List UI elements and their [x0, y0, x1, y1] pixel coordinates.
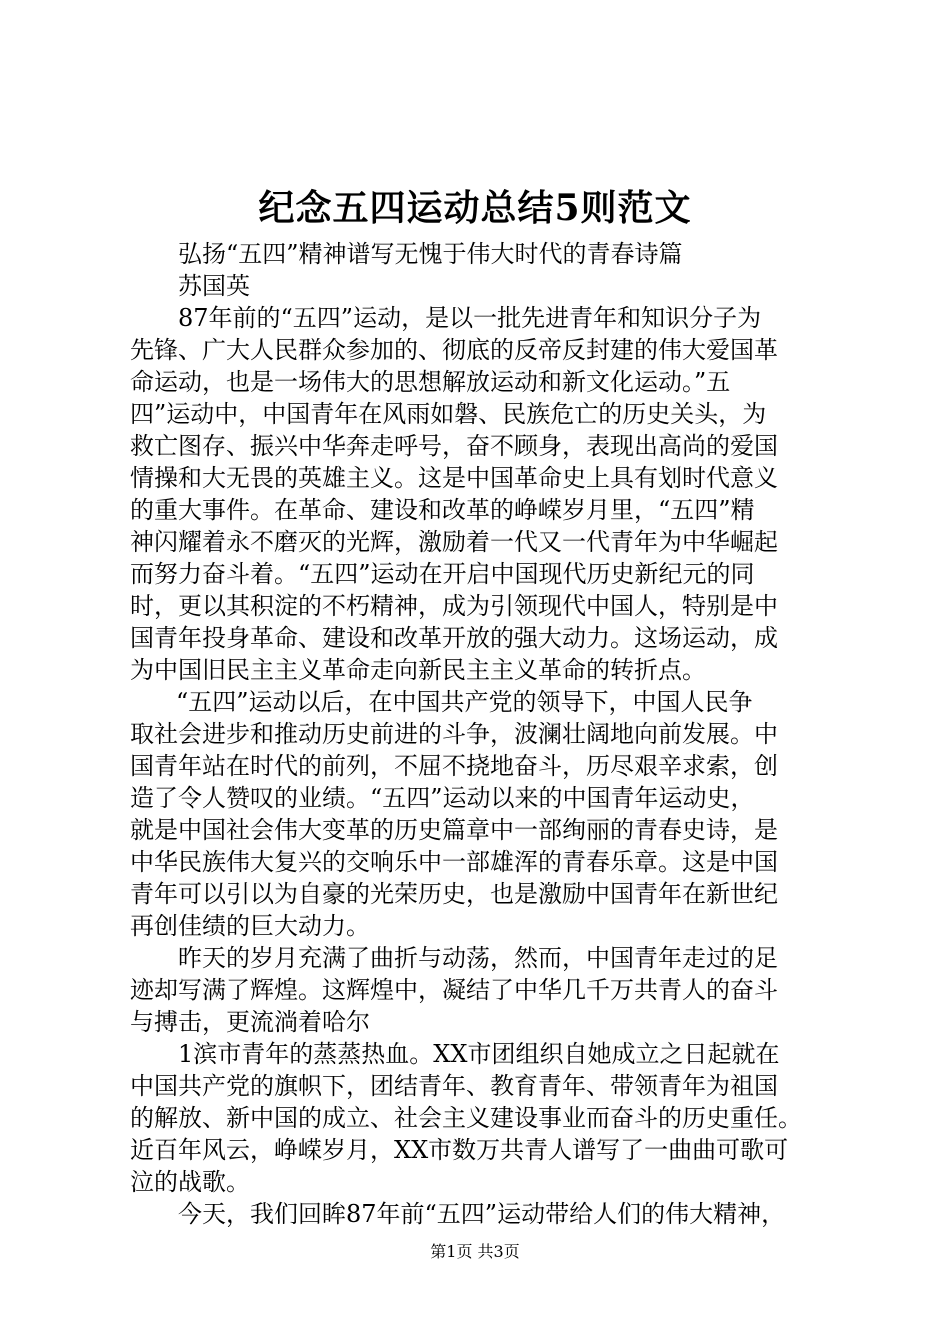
body-line: 再创佳绩的巨大动力。	[130, 912, 370, 940]
body-line: 87年前的“五四”运动，是以一批先进青年和知识分子为	[178, 304, 762, 332]
body-line: 的重大事件。在革命、建设和改革的峥嵘岁月里，“五四”精	[130, 496, 755, 524]
body-line: 救亡图存、振兴中华奔走呼号，奋不顾身，表现出高尚的爱国	[130, 432, 778, 460]
body-line: 中国共产党的旗帜下，团结青年、教育青年、带领青年为祖国	[130, 1072, 778, 1100]
page-footer: 第1页 共3页	[430, 1242, 520, 1261]
body-line: 青年可以引以为自豪的光荣历史，也是激励中国青年在新世纪	[130, 880, 778, 908]
document-author: 苏国英	[178, 272, 250, 300]
body-line: 与搏击，更流淌着哈尔	[130, 1008, 370, 1036]
body-line: 中华民族伟大复兴的交响乐中一部雄浑的青春乐章。这是中国	[130, 848, 778, 876]
body-line: 1滨市青年的蒸蒸热血。XX市团组织自她成立之日起就在	[178, 1040, 780, 1068]
body-line: 就是中国社会伟大变革的历史篇章中一部绚丽的青春史诗，是	[130, 816, 778, 844]
body-line: 今天，我们回眸87年前“五四”运动带给人们的伟大精神，	[178, 1200, 786, 1228]
body-line: 迹却写满了辉煌。这辉煌中，凝结了中华几千万共青人的奋斗	[130, 976, 778, 1004]
body-line: 泣的战歌。	[130, 1168, 250, 1196]
body-line: 四”运动中，中国青年在风雨如磐、民族危亡的历史关头，为	[130, 400, 767, 428]
body-line: 情操和大无畏的英雄主义。这是中国革命史上具有划时代意义	[130, 464, 778, 492]
body-line: 命运动，也是一场伟大的思想解放运动和新文化运动。”五	[130, 368, 731, 396]
document-subtitle: 弘扬“五四”精神谱写无愧于伟大时代的青春诗篇	[178, 240, 683, 268]
body-line: 先锋、广大人民群众参加的、彻底的反帝反封建的伟大爱国革	[130, 336, 778, 364]
body-line: 近百年风云，峥嵘岁月，XX市数万共青人谱写了一曲曲可歌可	[130, 1136, 789, 1164]
body-line: 为中国旧民主主义革命走向新民主主义革命的转折点。	[130, 656, 706, 684]
body-line: 的解放、新中国的成立、社会主义建设事业而奋斗的历史重任。	[130, 1104, 802, 1132]
body-line: 时，更以其积淀的不朽精神，成为引领现代中国人，特别是中	[130, 592, 778, 620]
body-line: 昨天的岁月充满了曲折与动荡，然而，中国青年走过的足	[178, 944, 778, 972]
body-line: 国青年投身革命、建设和改革开放的强大动力。这场运动，成	[130, 624, 778, 652]
body-line: 国青年站在时代的前列，不屈不挠地奋斗，历尽艰辛求索，创	[130, 752, 778, 780]
body-line: 而努力奋斗着。“五四”运动在开启中国现代历史新纪元的同	[130, 560, 755, 588]
body-line: “五四”运动以后，在中国共产党的领导下，中国人民争	[176, 688, 753, 716]
body-line: 神闪耀着永不磨灭的光辉，激励着一代又一代青年为中华崛起	[130, 528, 778, 556]
body-line: 造了令人赞叹的业绩。“五四”运动以来的中国青年运动史，	[130, 784, 755, 812]
body-line: 取社会进步和推动历史前进的斗争，波澜壮阔地向前发展。中	[130, 720, 778, 748]
document-title: 纪念五四运动总结5则范文	[258, 187, 692, 229]
